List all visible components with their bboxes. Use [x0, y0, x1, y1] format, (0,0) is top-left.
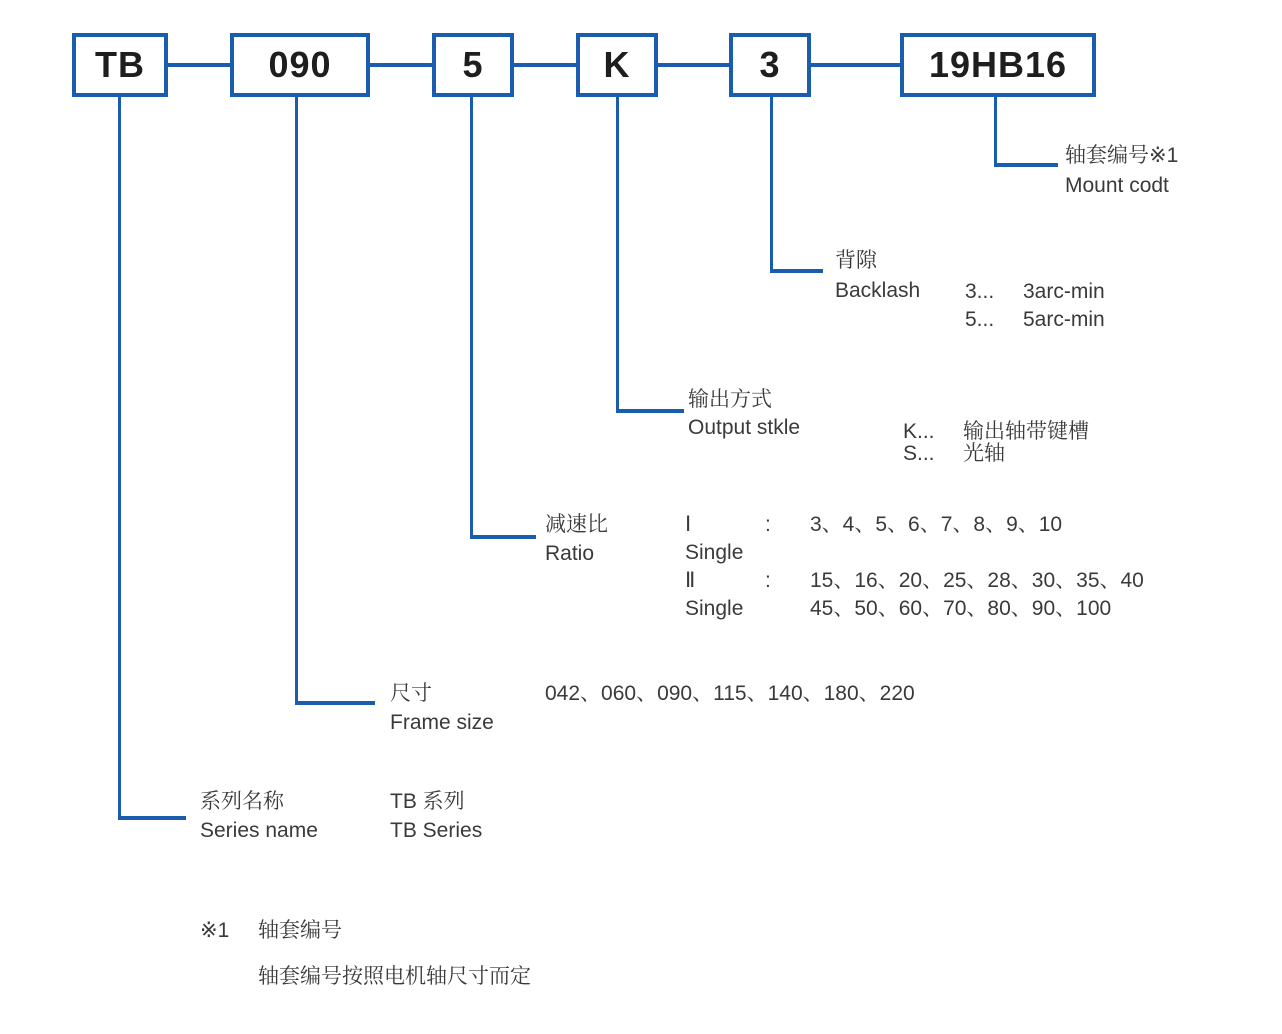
- output-option-code: S...: [903, 442, 935, 465]
- ratio-stage: Ⅰ: [685, 513, 692, 536]
- series-values: [390, 787, 482, 845]
- ratio-row: [685, 511, 1144, 539]
- leader-line-ratio: [470, 97, 473, 539]
- code-box-series-label: TB: [95, 44, 145, 85]
- ratio-values: 3、4、5、6、7、8、9、10: [810, 513, 1063, 536]
- leader-line-output-style: [616, 409, 684, 413]
- ratio-section-label: [545, 510, 608, 568]
- ratio-label-zh: 减速比: [545, 513, 608, 536]
- ratio-table: [685, 511, 1144, 623]
- code-box-ratio: [432, 33, 514, 97]
- ratio-row: [685, 567, 1144, 595]
- output-option: [903, 421, 1089, 443]
- footnote-title: 轴套编号: [258, 919, 342, 942]
- backlash-option-desc: 5arc-min: [1023, 308, 1105, 331]
- backlash-label-zh: 背隙: [835, 249, 877, 272]
- leader-line-backlash: [770, 97, 773, 273]
- mount-section-label: [1065, 141, 1178, 201]
- code-box-mount-code: [900, 33, 1096, 97]
- connector-line: [168, 63, 230, 67]
- backlash-section-label: [835, 246, 920, 306]
- ratio-row: [685, 539, 1144, 567]
- frame-values: [545, 679, 915, 708]
- footnote-note: 轴套编号按照电机轴尺寸而定: [258, 965, 531, 988]
- leader-line-frame-size: [295, 701, 375, 705]
- leader-line-series: [118, 816, 186, 820]
- output-option-code: K...: [903, 420, 935, 443]
- ratio-values: 45、50、60、70、80、90、100: [810, 597, 1112, 620]
- ratio-stage: Single: [685, 597, 744, 620]
- code-box-frame-size-label: 090: [268, 44, 332, 85]
- output-option-desc: 输出轴带键槽: [963, 420, 1089, 443]
- ratio-stage: Single: [685, 541, 744, 564]
- ratio-colon: :: [765, 569, 771, 592]
- mount-label-en: Mount codt: [1065, 174, 1169, 197]
- connector-line: [514, 63, 576, 67]
- ratio-colon: :: [765, 513, 771, 536]
- code-box-ratio-label: 5: [462, 44, 484, 85]
- output-option: [903, 443, 1089, 465]
- backlash-options: [965, 278, 1105, 334]
- frame-values-text: 042、060、090、115、140、180、220: [545, 682, 915, 705]
- series-label-en: Series name: [200, 819, 318, 842]
- leader-line-series: [118, 97, 121, 820]
- output-section-label: [688, 386, 800, 442]
- code-box-output-style-label: K: [603, 44, 631, 85]
- footnote: [200, 917, 342, 945]
- footnote-note-block: [258, 963, 531, 991]
- code-box-backlash-label: 3: [759, 44, 781, 85]
- frame-label-zh: 尺寸: [390, 682, 432, 705]
- ratio-label-en: Ratio: [545, 542, 595, 565]
- output-label-zh: 输出方式: [688, 388, 772, 411]
- backlash-label-en: Backlash: [835, 279, 921, 302]
- ratio-values: 15、16、20、25、28、30、35、40: [810, 569, 1144, 592]
- frame-section-label: [390, 679, 494, 737]
- code-box-output-style: [576, 33, 658, 97]
- series-value-en: TB Series: [390, 819, 483, 842]
- backlash-option: [965, 306, 1105, 334]
- connector-line: [658, 63, 729, 67]
- ratio-row: [685, 595, 1144, 623]
- output-label-en: Output stkle: [688, 416, 801, 439]
- ratio-stage: Ⅱ: [685, 569, 696, 592]
- series-value-zh: TB 系列: [390, 790, 465, 813]
- series-label-zh: 系列名称: [200, 790, 284, 813]
- code-box-backlash: [729, 33, 811, 97]
- connector-line: [811, 63, 900, 67]
- code-box-frame-size: [230, 33, 370, 97]
- footnote-heading: [200, 917, 342, 945]
- backlash-option-code: 3...: [965, 280, 995, 303]
- series-section-label: [200, 787, 318, 845]
- leader-line-output-style: [616, 97, 619, 413]
- code-box-series: [72, 33, 168, 97]
- leader-line-backlash: [770, 269, 823, 273]
- backlash-option-desc: 3arc-min: [1023, 280, 1105, 303]
- mount-label-zh: 轴套编号※1: [1065, 144, 1179, 167]
- backlash-option-code: 5...: [965, 308, 995, 331]
- output-option-desc: 光轴: [963, 442, 1005, 465]
- code-box-mount-code-label: 19HB16: [928, 44, 1068, 85]
- leader-line-ratio: [470, 535, 536, 539]
- footnote-marker: ※1: [200, 919, 230, 942]
- leader-line-mount-code: [994, 97, 997, 167]
- output-options: [903, 421, 1089, 465]
- frame-label-en: Frame size: [390, 711, 494, 734]
- leader-line-mount-code: [994, 163, 1058, 167]
- leader-line-frame-size: [295, 97, 298, 705]
- backlash-option: [965, 278, 1105, 306]
- connector-line: [370, 63, 432, 67]
